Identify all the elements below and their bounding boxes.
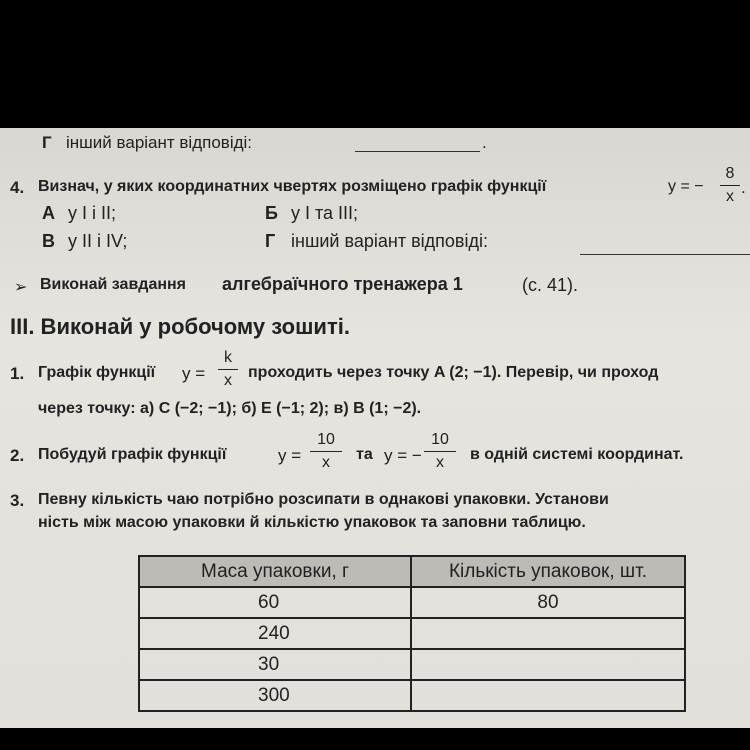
task2-f1-den: x [322,454,330,471]
task2-f2-num: 10 [431,431,449,448]
option-text-g-prev: інший варіант відповіді: [66,133,253,152]
q4-number: 4. [10,178,25,197]
section-title: ІІІ. Виконай у робочому зошиті. [10,314,350,339]
option-letter-a: А [42,203,55,223]
task3-line2: ність між масою упаковки й кількістю упаковок та заповни таблицю. [38,514,586,531]
cell-count[interactable] [411,680,685,711]
option-letter-b: Б [265,203,278,223]
cell-count[interactable] [411,649,685,680]
task2-mid: та [356,446,373,463]
package-table [138,555,686,712]
header-count: Кількість упаковок, шт. [411,556,685,587]
task2-part2: в одній системі координат. [470,446,684,463]
task2-formula1: y = [278,446,302,465]
cell-mass: 240 [139,618,411,649]
task2-fraction2 [424,432,456,471]
option-text-g: інший варіант відповіді: [291,231,488,251]
table-row [139,618,685,649]
task1-number: 1. [10,364,25,383]
cell-mass: 30 [139,649,411,680]
task1-fraction [218,350,238,389]
answer-blank-prev [355,151,480,152]
table-header-row [139,556,685,587]
task1-formula: y = [182,364,206,383]
task1-frac-num: k [224,349,232,366]
table-row [139,587,685,618]
option-text-v: у ІІ і IV; [68,231,128,251]
q4-frac-num: 8 [725,165,735,182]
cell-mass: 60 [139,587,411,618]
q4-formula-prefix: y = − [668,178,704,195]
table-row [139,680,685,711]
task1-frac-den: x [224,372,232,389]
task1-line2: через точку: а) C (−2; −1); б) E (−1; 2); в) B (1; −2). [38,400,422,417]
textbook-page [0,128,750,728]
period-prev: . [482,133,487,152]
q4-fraction [720,166,740,205]
task3-line1: Певну кількість чаю потрібно розсипати в однакові упаковки. Установи [38,491,609,508]
task2-f1-num: 10 [317,431,335,448]
cell-count[interactable]: 80 [411,587,685,618]
option-letter-g-prev: Г [42,133,52,152]
q4-text: Визнач, у яких координатних чвертях розміщено графік функції [38,178,547,195]
answer-blank-q4 [580,254,750,255]
task2-number: 2. [10,446,25,465]
table-row [139,649,685,680]
cell-count[interactable] [411,618,685,649]
option-text-a: у І і ІІ; [68,203,117,223]
cell-mass: 300 [139,680,411,711]
q4-period: . [741,178,746,197]
option-letter-v: В [42,231,55,251]
task1-part2: проходить через точку A (2; −1). Перевір, чи проход [248,364,659,381]
trainer-bold: алгебраїчного тренажера 1 [222,274,463,294]
task1-part1: Графік функції [38,364,156,381]
task2-formula2: y = − [384,446,422,465]
trainer-prefix: Виконай завдання [40,276,186,293]
arrow-icon: ➢ [14,279,28,296]
task2-fraction1 [310,432,342,471]
option-letter-g: Г [265,231,276,251]
trainer-suffix: (с. 41). [522,275,579,295]
task2-f2-den: x [436,454,444,471]
task2-part1: Побудуй графік функції [38,446,227,463]
q4-frac-den: x [726,188,734,205]
header-mass: Маса упаковки, г [139,556,411,587]
option-text-b: у І та ІІІ; [291,203,359,223]
task3-number: 3. [10,491,25,510]
